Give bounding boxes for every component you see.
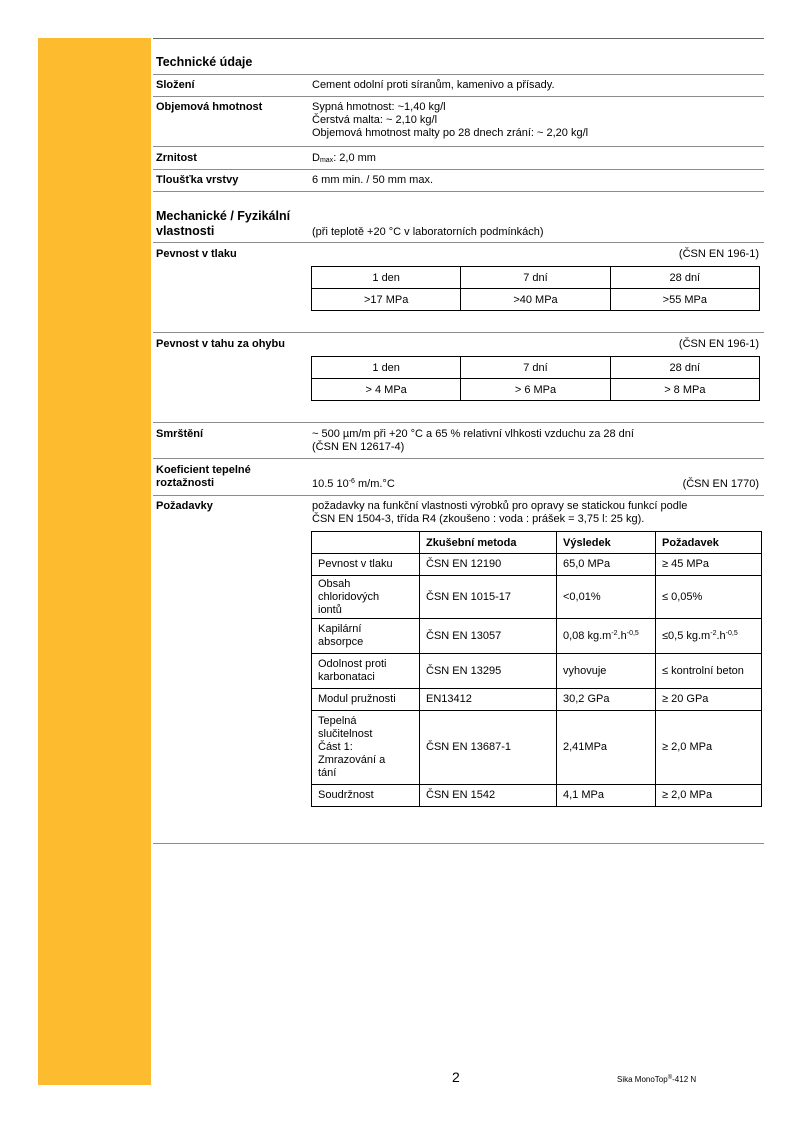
mechanical-note: (při teplotě +20 °C v laboratorních podmínkách) — [312, 226, 544, 238]
table-header-cell: 7 dní — [461, 357, 610, 379]
label-flexural-strength: Pevnost v tahu za ohybu — [156, 338, 285, 350]
table-cell: ≤0,5 $kg.m^{-2}.h^{-0,5}$ — [656, 619, 762, 654]
table-cell: 2,41MPa — [557, 711, 656, 785]
section-title-technical: Technické údaje — [156, 55, 253, 69]
divider — [153, 191, 764, 192]
divider — [153, 96, 764, 97]
label-slozeni: Složení — [156, 79, 195, 91]
table-row — [312, 576, 762, 619]
value-zrnitost: $D_{max}$: 2,0 mm — [312, 152, 376, 164]
table-header-cell: 28 dní — [610, 267, 759, 289]
table-header-cell: Zkušební metoda — [420, 532, 557, 554]
table-cell: 4,1 MPa — [557, 785, 656, 807]
divider — [153, 169, 764, 170]
table-header-cell: 7 dní — [461, 267, 610, 289]
table-row — [312, 267, 760, 289]
divider — [153, 422, 764, 423]
table-cell: Odolnost proti karbonataci — [312, 654, 420, 689]
table-cell: ČSN EN 13687-1 — [420, 711, 557, 785]
table-cell: Obsah chloridových iontů — [312, 576, 420, 619]
table-cell: Pevnost v tlaku — [312, 554, 420, 576]
requirements-line1: požadavky na funkční vlastnosti výrobků pro opravy se statickou funkcí podle — [312, 500, 688, 512]
value-objemova-line3: Objemová hmotnost malty po 28 dnech zrání: ~ 2,20 kg/l — [312, 127, 589, 139]
table-header-cell: 1 den — [312, 357, 461, 379]
top-rule — [153, 38, 764, 39]
table-cell: > 4 MPa — [312, 379, 461, 401]
table-cell: Tepelná slučitelnost Část 1: Zmrazování a tání — [312, 711, 420, 785]
table-cell: >40 MPa — [461, 289, 610, 311]
label-compressive-strength: Pevnost v tlaku — [156, 248, 237, 260]
value-shrinkage-line1: ~ 500 µm/m při +20 °C a 65 % relativní vlhkosti vzduchu za 28 dní — [312, 428, 634, 440]
divider — [153, 242, 764, 243]
requirements-line2: ČSN EN 1504-3, třída R4 (zkoušeno : voda : prášek = 3,75 l: 25 kg). — [312, 513, 645, 525]
table-row — [312, 654, 762, 689]
table-row — [312, 554, 762, 576]
table-cell: > 6 MPa — [461, 379, 610, 401]
value-slozeni: Cement odolní proti síranům, kamenivo a přísady. — [312, 79, 555, 91]
label-zrnitost: Zrnitost — [156, 152, 197, 164]
table-cell: Kapilární absorpce — [312, 619, 420, 654]
table-header-cell: Výsledek — [557, 532, 656, 554]
table-cell: ≤ 0,05% — [656, 576, 762, 619]
label-shrinkage: Smrštění — [156, 428, 204, 440]
product-name: Sika MonoTop®-412 N — [617, 1075, 697, 1084]
value-objemova-line1: Sypná hmotnost: ~1,40 kg/l — [312, 101, 446, 113]
bottom-divider — [153, 843, 764, 844]
table-cell: > 8 MPa — [610, 379, 759, 401]
table-cell: ≤ kontrolní beton — [656, 654, 762, 689]
divider — [153, 74, 764, 75]
table-header-cell: 28 dní — [610, 357, 759, 379]
compressive-standard: (ČSN EN 196-1) — [678, 248, 759, 260]
table-row — [312, 289, 760, 311]
table-row — [312, 689, 762, 711]
value-shrinkage-line2: (ČSN EN 12617-4) — [312, 441, 405, 453]
table-row — [312, 379, 760, 401]
section-title-mechanical-2: vlastnosti — [156, 224, 215, 238]
divider — [153, 146, 764, 147]
thermal-standard: (ČSN EN 1770) — [682, 478, 759, 490]
table-cell: EN13412 — [420, 689, 557, 711]
table-cell: ≥ 45 MPa — [656, 554, 762, 576]
table-cell: ČSN EN 13057 — [420, 619, 557, 654]
table-header-cell — [312, 532, 420, 554]
table-cell: ČSN EN 12190 — [420, 554, 557, 576]
table-header-row — [312, 532, 762, 554]
value-tloustka: 6 mm min. / 50 mm max. — [312, 174, 434, 186]
table-cell: >55 MPa — [610, 289, 759, 311]
compressive-table — [311, 266, 760, 311]
table-cell: 0,08 $kg.m^{-2}.h^{-0,5}$ — [557, 619, 656, 654]
value-objemova-line2: Čerstvá malta: ~ 2,10 kg/l — [312, 114, 438, 126]
table-cell: ≥ 20 GPa — [656, 689, 762, 711]
flexural-standard: (ČSN EN 196-1) — [678, 338, 759, 350]
label-thermal-2: roztažnosti — [156, 477, 215, 489]
table-cell: ČSN EN 13295 — [420, 654, 557, 689]
table-row — [312, 357, 760, 379]
label-requirements: Požadavky — [156, 500, 213, 512]
divider — [153, 495, 764, 496]
flexural-table — [311, 356, 760, 401]
table-row — [312, 785, 762, 807]
label-objemova-hmotnost: Objemová hmotnost — [156, 101, 263, 113]
requirements-table — [311, 531, 762, 807]
label-thermal-1: Koeficient tepelné — [156, 464, 251, 476]
divider — [153, 332, 764, 333]
section-title-mechanical-1: Mechanické / Fyzikální — [156, 209, 291, 223]
table-row — [312, 711, 762, 785]
divider — [153, 458, 764, 459]
table-cell: vyhovuje — [557, 654, 656, 689]
table-cell: ČSN EN 1015-17 — [420, 576, 557, 619]
table-cell: 30,2 GPa — [557, 689, 656, 711]
table-cell: <0,01% — [557, 576, 656, 619]
label-tloustka: Tloušťka vrstvy — [156, 174, 239, 186]
table-cell: ≥ 2,0 MPa — [656, 711, 762, 785]
table-header-cell: Požadavek — [656, 532, 762, 554]
table-cell: ≥ 2,0 MPa — [656, 785, 762, 807]
table-cell: ČSN EN 1542 — [420, 785, 557, 807]
table-cell: Modul pružnosti — [312, 689, 420, 711]
table-header-cell: 1 den — [312, 267, 461, 289]
page-number: 2 — [452, 1069, 460, 1085]
brand-sidebar — [38, 38, 151, 1085]
table-cell: Soudržnost — [312, 785, 420, 807]
value-thermal: 10.5 $10^{-6}$ m/m.°C — [312, 478, 395, 490]
table-cell: 65,0 MPa — [557, 554, 656, 576]
table-row — [312, 619, 762, 654]
table-cell: >17 MPa — [312, 289, 461, 311]
